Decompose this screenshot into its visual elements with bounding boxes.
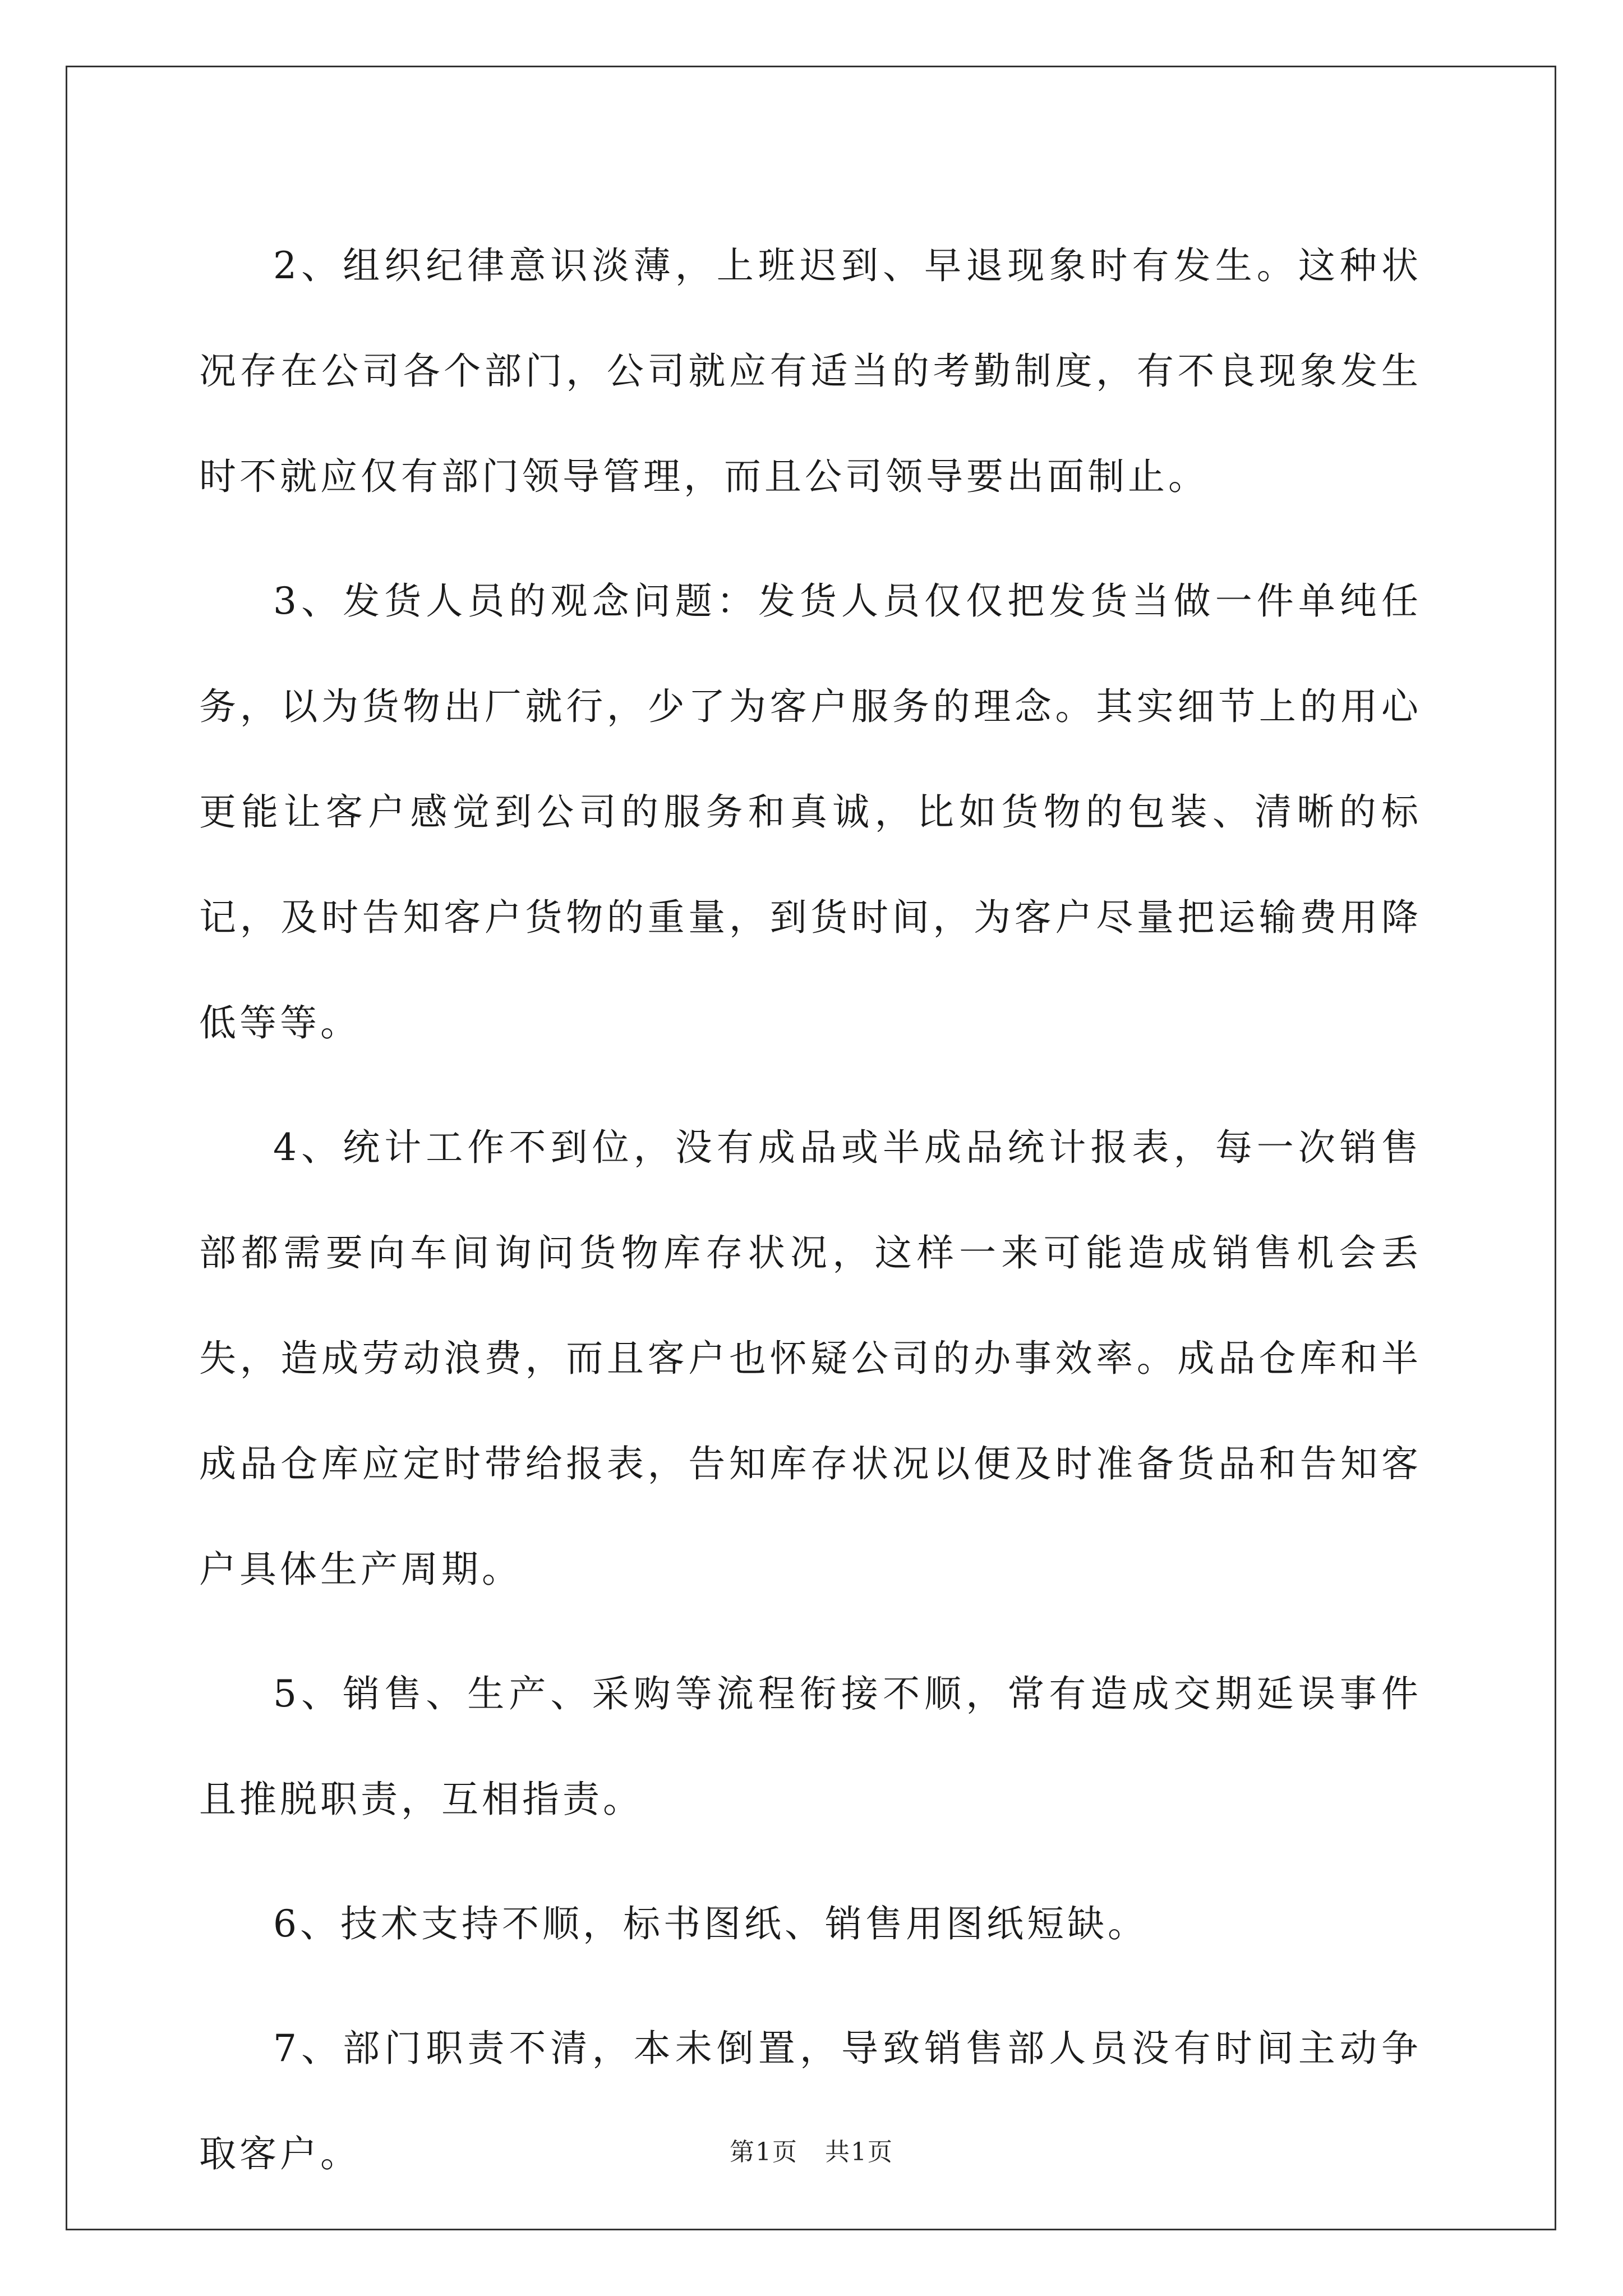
- paragraph-2: 2、组织纪律意识淡薄，上班迟到、早退现象时有发生。这种状况存在公司各个部门，公司就应有适当的考勤制度，有不良现象发生时不就应仅有部门领导管理，而且公司领导要出面制止。: [199, 244, 1422, 498]
- paragraph-4: 4、统计工作不到位，没有成品或半成品统计报表，每一次销售部都需要向车间询问货物库存状况，这样一来可能造成销售机会丢失，造成劳动浪费，而且客户也怀疑公司的办事效率。成品仓库和半成品仓库应定时带给报表，告知库存状况以便及时准备货品和告知客户具体生产周期。: [199, 1126, 1422, 1591]
- page-number: 第1页 共1页: [730, 2138, 893, 2166]
- paragraph-3: 3、发货人员的观念问题：发货人员仅仅把发货当做一件单纯任务，以为货物出厂就行，少了为客户服务的理念。其实细节上的用心更能让客户感觉到公司的服务和真诚，比如货物的包装、清晰的标记，及时告知客户货物的重量，到货时间，为客户尽量把运输费用降低等等。: [199, 579, 1422, 1045]
- document-body: [199, 213, 1422, 2207]
- paragraph-7: 7、部门职责不清，本未倒置，导致销售部人员没有时间主动争取客户。: [199, 2027, 1422, 2175]
- paragraph-6: 6、技术支持不顺，标书图纸、销售用图纸短缺。: [273, 1902, 1148, 1945]
- paragraph-5: 5、销售、生产、采购等流程衔接不顺，常有造成交期延误事件且推脱职责，互相指责。: [199, 1672, 1422, 1821]
- page-footer: [0, 2132, 1623, 2168]
